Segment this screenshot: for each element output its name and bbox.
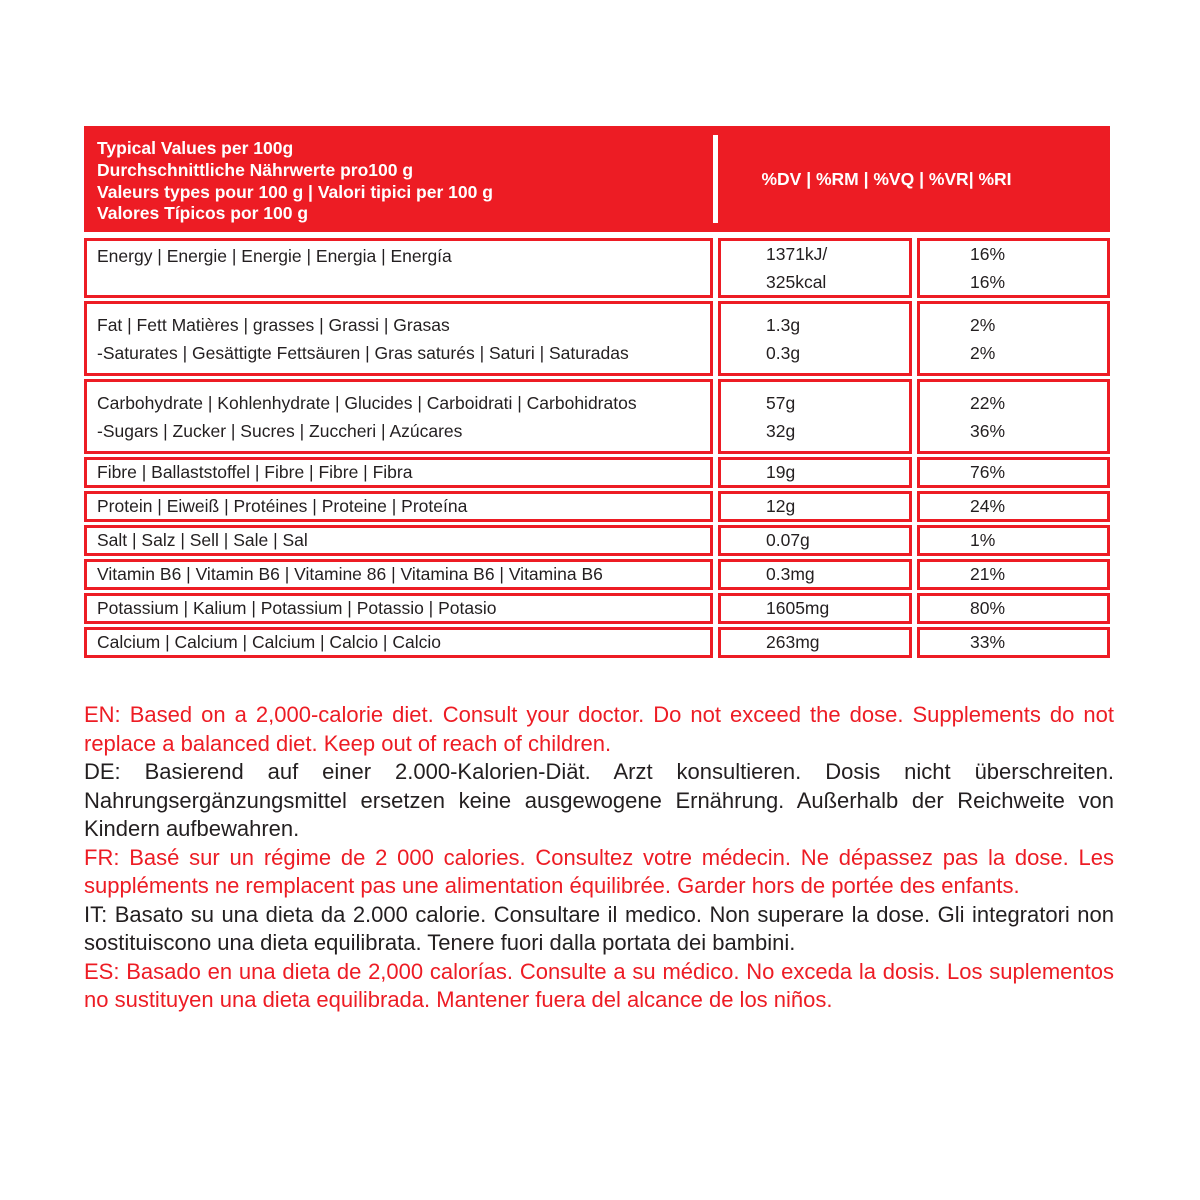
amount-cell [718, 379, 912, 454]
amount-value: 0.07g [766, 530, 810, 550]
disclaimer-fr: FR: Basé sur un régime de 2 000 calories. Consultez votre médecin. Ne dépassez pas la dose. Les suppléments ne remplacent pas une alimentation équilibrée. Garder hors de portée des enfants. [84, 844, 1114, 898]
table-row [84, 627, 1110, 658]
amount-value: 1.3g [766, 314, 801, 335]
table-row [84, 491, 1110, 522]
amount-value: 0.3g [766, 342, 801, 363]
amount-cell [718, 491, 912, 522]
nutrient-label-line: Salt | Salz | Sell | Sale | Sal [97, 530, 308, 550]
disclaimer-de: DE: Basierend auf einer 2.000-Kalorien-Diät. Arzt konsultieren. Dosis nicht überschreiten. Nahrungsergänzungsmittel ersetzen keine ausgewogene Ernährung. Außerhalb der Reichweite von Kindern aufbewahren. [84, 759, 1114, 841]
percent-dv-value: 21% [970, 564, 1006, 584]
percent-dv-value: 33% [970, 632, 1006, 652]
header-title-line-en: Typical Values per 100g [97, 138, 294, 158]
table-row [84, 379, 1110, 454]
amount-value: 19g [766, 462, 796, 482]
header-title [97, 138, 697, 225]
nutrient-label-cell [84, 525, 713, 556]
amount-value: 32g [766, 420, 796, 441]
nutrient-label-cell [84, 559, 713, 590]
percent-dv-value: 76% [970, 462, 1006, 482]
amount-cell [718, 627, 912, 658]
nutrient-label-line: Protein | Eiweiß | Protéines | Proteine | Proteína [97, 496, 468, 516]
amount-cell [718, 559, 912, 590]
table-row [84, 525, 1110, 556]
amount-value: 1605mg [766, 598, 830, 618]
nutrient-label-line: Energy | Energie | Energie | Energia | Energía [97, 246, 452, 266]
percent-dv-value: 24% [970, 496, 1006, 516]
nutrient-label-cell [84, 301, 713, 376]
disclaimer-it: IT: Basato su una dieta da 2.000 calorie. Consultare il medico. Non superare la dose. Gli integratori non sostituiscono una dieta equilibrata. Tenere fuori dalla portata dei bambini. [84, 901, 1114, 955]
amount-cell [718, 238, 912, 298]
header-title-line-es: Valores Típicos por 100 g [97, 203, 309, 224]
amount-value: 12g [766, 496, 796, 516]
table-row [84, 559, 1110, 590]
nutrition-label [84, 126, 1110, 658]
nutrient-label-cell [84, 457, 713, 488]
percent-dv-value: 2% [970, 342, 996, 363]
percent-dv-cell [917, 238, 1110, 298]
amount-value: 1371kJ/ [766, 244, 828, 264]
amount-cell [718, 301, 912, 376]
header-dv-label: %DV | %RM | %VQ | %VR| %RI [761, 168, 1012, 189]
nutrient-label-cell [84, 627, 713, 658]
nutrient-label-cell [84, 379, 713, 454]
percent-dv-value: 36% [970, 420, 1006, 441]
percent-dv-value: 22% [970, 392, 1006, 413]
disclaimer-block [84, 701, 1114, 1015]
table-row [84, 238, 1110, 298]
percent-dv-cell [917, 525, 1110, 556]
nutrient-label-line: Fat | Fett Matières | grasses | Grassi | Grasas [97, 314, 450, 335]
nutrient-label-line: Calcium | Calcium | Calcium | Calcio | Calcio [97, 632, 441, 652]
percent-dv-value: 1% [970, 530, 996, 550]
nutrient-label-line: Carbohydrate | Kohlenhydrate | Glucides | Carboidrati | Carbohidratos [97, 392, 637, 413]
percent-dv-value: 80% [970, 598, 1006, 618]
table-row [84, 593, 1110, 624]
nutrient-label-cell [84, 491, 713, 522]
nutrient-label-line: Fibre | Ballaststoffel | Fibre | Fibre | Fibra [97, 462, 413, 482]
percent-dv-cell [917, 593, 1110, 624]
nutrient-label-line: -Saturates | Gesättigte Fettsäuren | Gras saturés | Saturi | Saturadas [97, 342, 629, 363]
amount-value: 0.3mg [766, 564, 815, 584]
nutrient-label-line: -Sugars | Zucker | Sucres | Zuccheri | Azúcares [97, 420, 463, 441]
amount-cell [718, 593, 912, 624]
disclaimer-es: ES: Basado en una dieta de 2,000 calorías. Consulte a su médico. No exceda la dosis. Los suplementos no sustituyen una dieta equilibrada. Mantener fuera del alcance de los niños. [84, 958, 1114, 1012]
percent-dv-cell [917, 301, 1110, 376]
table-row [84, 457, 1110, 488]
amount-cell [718, 525, 912, 556]
percent-dv-cell [917, 559, 1110, 590]
nutrient-label-cell [84, 238, 713, 298]
header-title-line-fr-it: Valeurs types pour 100 g | Valori tipici per 100 g [97, 181, 493, 202]
percent-dv-value: 16% [970, 272, 1006, 292]
amount-value: 57g [766, 392, 796, 413]
nutrient-label-cell [84, 593, 713, 624]
percent-dv-value: 16% [970, 244, 1006, 264]
amount-value: 263mg [766, 632, 820, 652]
percent-dv-value: 2% [970, 314, 996, 335]
header-title-line-de: Durchschnittliche Nährwerte pro100 g [97, 159, 414, 180]
disclaimer-en: EN: Based on a 2,000-calorie diet. Consult your doctor. Do not exceed the dose. Supplements do not replace a balanced diet. Keep out of reach of children. [84, 702, 1114, 756]
table-header [84, 126, 1110, 232]
percent-dv-cell [917, 627, 1110, 658]
table-row [84, 301, 1110, 376]
nutrition-rows [84, 238, 1110, 658]
nutrient-label-line: Vitamin B6 | Vitamin B6 | Vitamine 86 | Vitamina B6 | Vitamina B6 [97, 564, 603, 584]
amount-cell [718, 457, 912, 488]
percent-dv-cell [917, 379, 1110, 454]
percent-dv-cell [917, 457, 1110, 488]
amount-value: 325kcal [766, 272, 827, 292]
percent-dv-cell [917, 491, 1110, 522]
nutrient-label-line: Potassium | Kalium | Potassium | Potassio | Potasio [97, 598, 497, 618]
